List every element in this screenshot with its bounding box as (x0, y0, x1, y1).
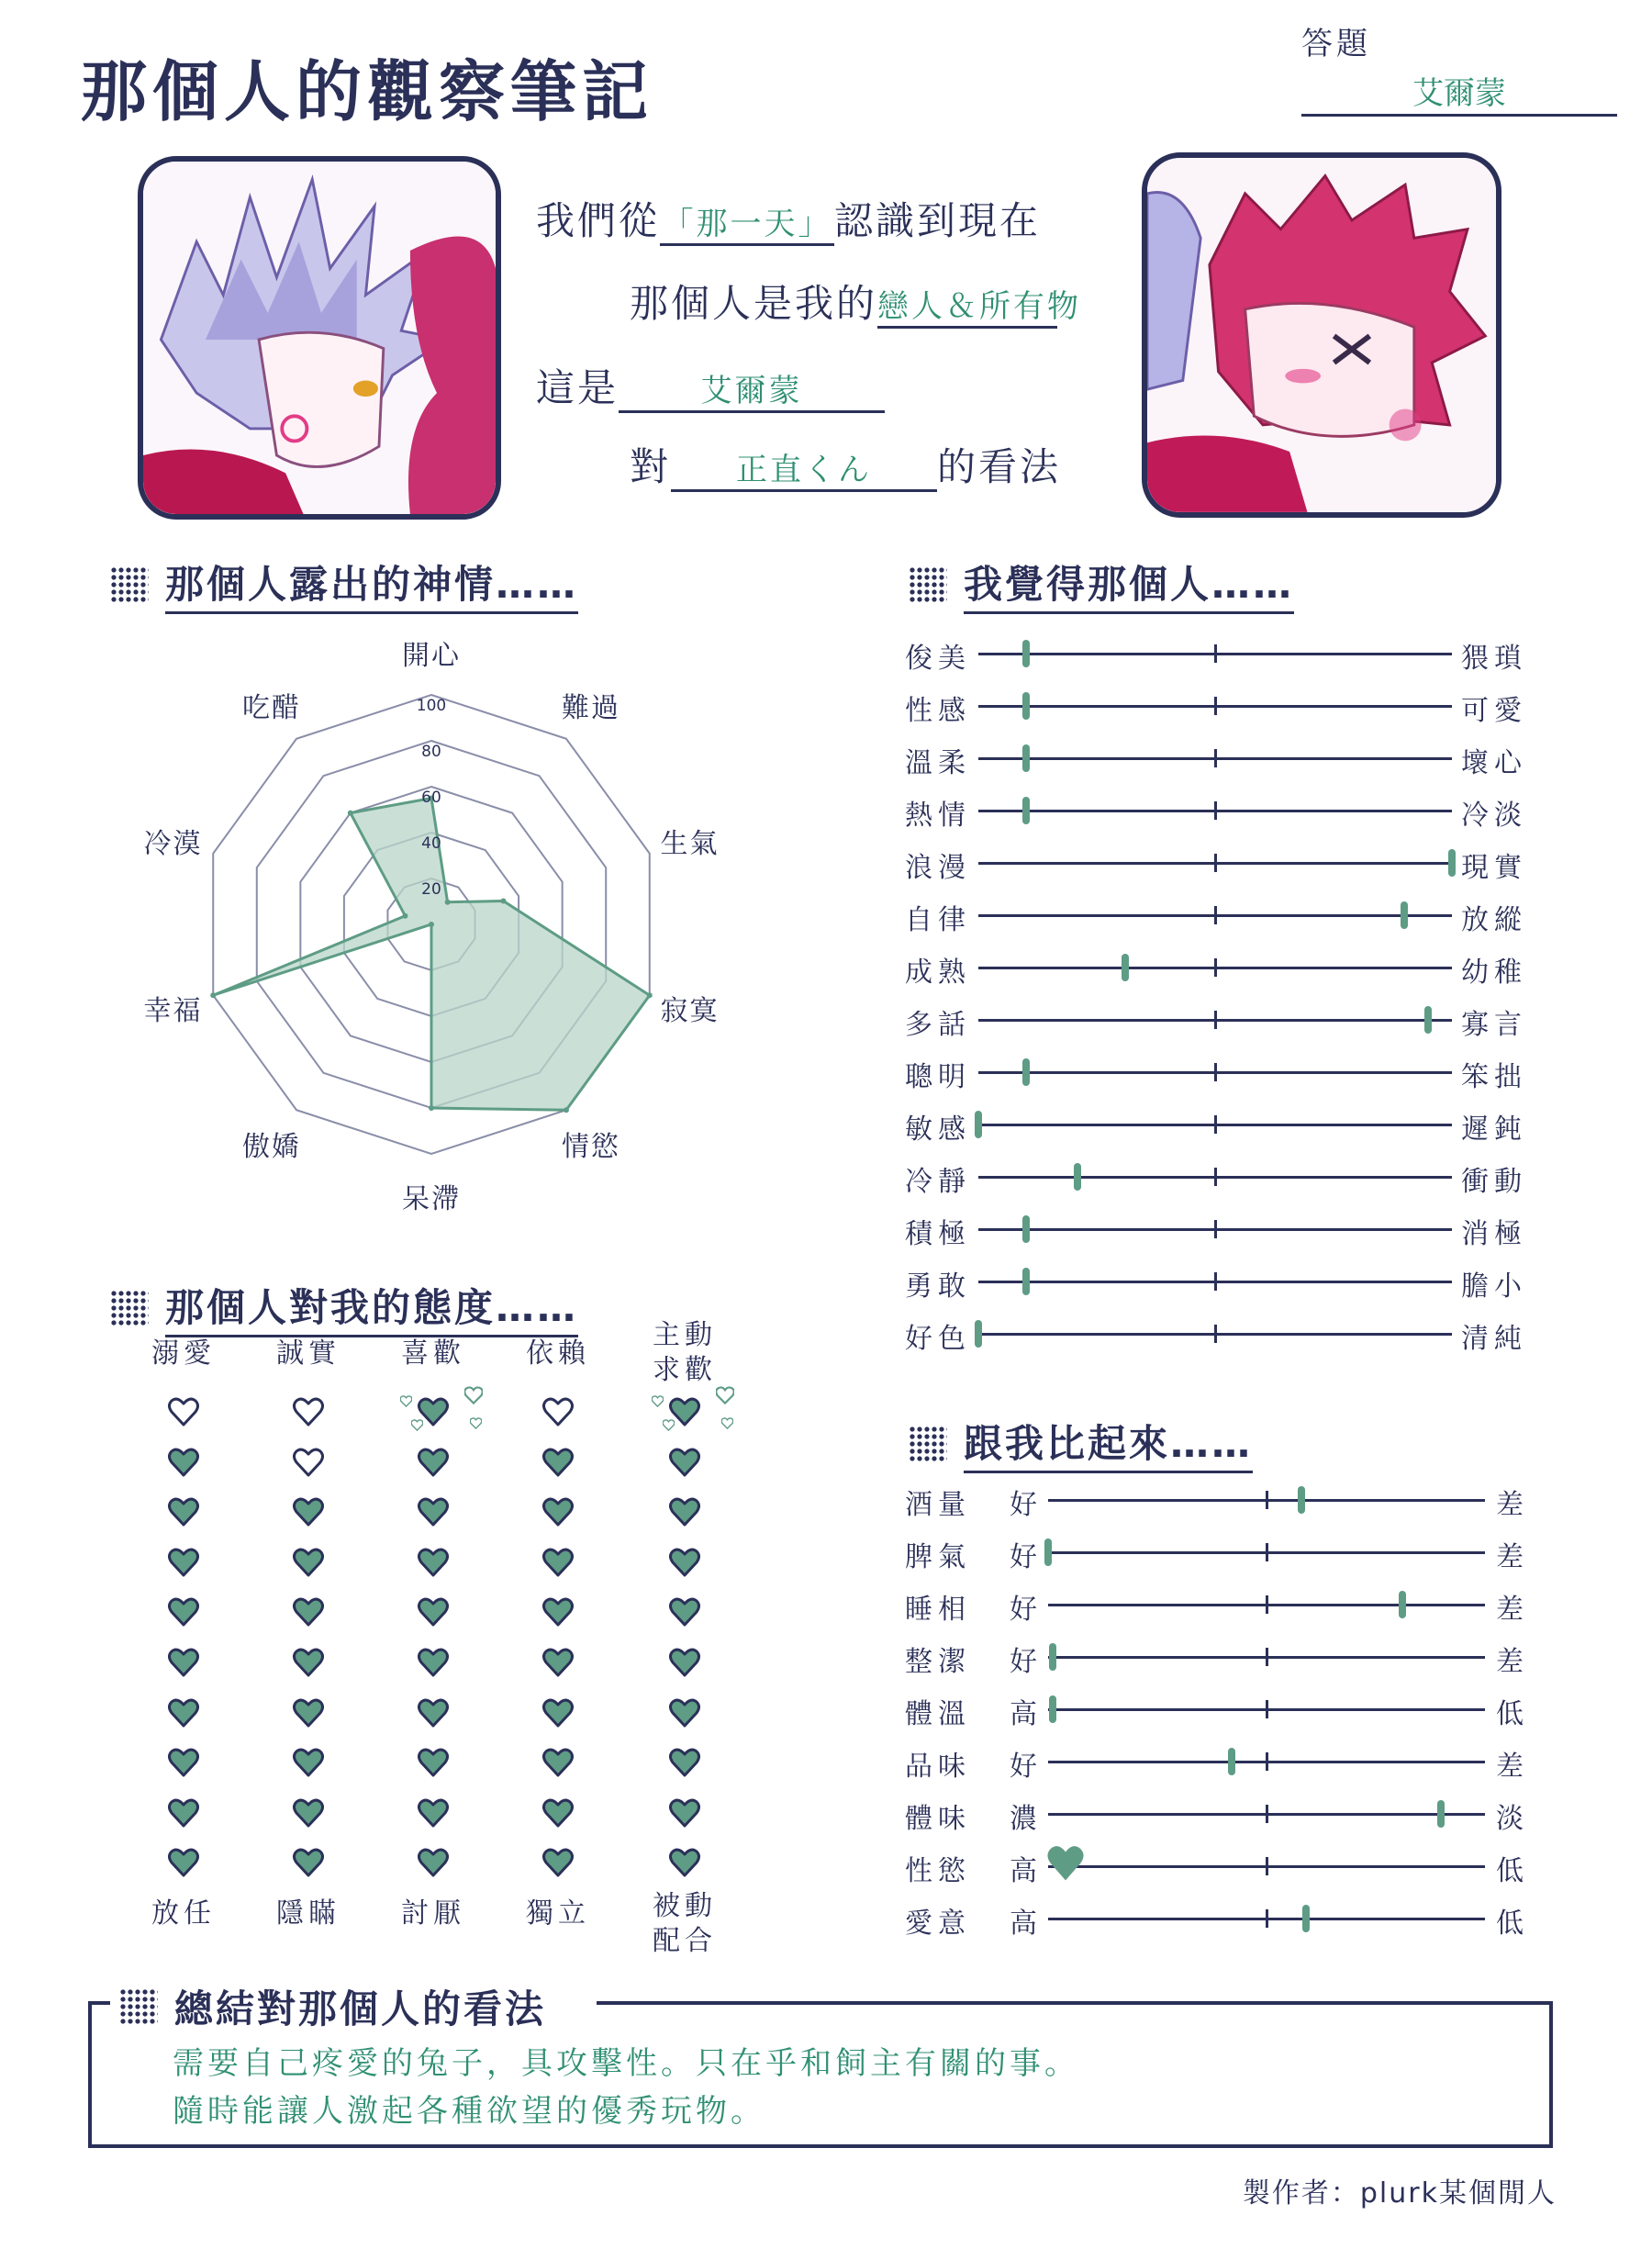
attitude-top-label: 誠實 (276, 1337, 340, 1370)
scale-left-label: 聰明 (905, 1061, 971, 1093)
sparkle-heart-icon (400, 1395, 412, 1407)
filled-heart-icon (293, 1797, 324, 1829)
filled-heart-icon (293, 1697, 324, 1729)
scale-marker (1228, 1748, 1235, 1775)
filled-heart-icon (542, 1847, 574, 1878)
scale-item-label: 品味 (905, 1751, 971, 1783)
scale-marker (1022, 744, 1030, 772)
radar-point-9 (402, 913, 407, 919)
filled-heart-icon (669, 1647, 700, 1678)
dot-grid-icon (119, 1988, 158, 2025)
radar-tick-label: 80 (421, 743, 441, 761)
scale-midpoint (1214, 644, 1217, 663)
intro-line-1-after: 認識到現在 (834, 198, 1042, 243)
scale-left-label: 熱情 (905, 800, 971, 832)
scale-right-label: 低 (1496, 1908, 1529, 1940)
radar-axis-label: 傲嬌 (242, 1131, 301, 1164)
scale-right-label: 寡言 (1461, 1009, 1527, 1041)
scale-right-label: 笨拙 (1461, 1061, 1527, 1093)
scale-left-label: 好 (1010, 1489, 1043, 1521)
scale-left-label: 浪漫 (905, 852, 971, 884)
filled-heart-icon (168, 1596, 199, 1628)
scale-marker (1424, 1006, 1432, 1034)
intro-line-2-value: 戀人＆所有物 (877, 281, 1057, 329)
scale-marker (1022, 1215, 1030, 1243)
filled-heart-icon (669, 1747, 700, 1778)
empty-heart-icon (293, 1396, 324, 1427)
radar-point-10 (348, 811, 353, 816)
filled-heart-icon (168, 1747, 199, 1778)
scale-marker (1437, 1800, 1445, 1828)
scale-right-label: 差 (1496, 1489, 1529, 1521)
radar-axis-label: 開心 (402, 640, 461, 672)
scale-right-label: 放縱 (1461, 904, 1527, 936)
scale-marker (1122, 954, 1129, 981)
scale-left-label: 高 (1010, 1855, 1043, 1887)
scale-midpoint (1214, 1063, 1217, 1081)
comparison-heading (909, 1414, 1253, 1473)
scale-right-label: 清純 (1461, 1323, 1527, 1355)
scale-midpoint (1214, 854, 1217, 872)
radar-tick-label: 20 (421, 880, 441, 899)
scale-left-label: 好色 (905, 1323, 971, 1355)
scale-midpoint (1266, 1752, 1268, 1771)
scale-right-label: 低 (1496, 1855, 1529, 1887)
filled-heart-icon (293, 1847, 324, 1878)
radar-axis-label: 難過 (561, 691, 620, 724)
scale-midpoint (1266, 1909, 1268, 1928)
scale-marker (1022, 1268, 1030, 1295)
scale-midpoint (1214, 1168, 1217, 1186)
intro-line-4-before: 對 (630, 444, 672, 489)
scale-midpoint (1266, 1648, 1268, 1666)
intro-line-1-before: 我們從 (536, 198, 661, 243)
filled-heart-icon (542, 1747, 574, 1778)
scale-left-label: 俊美 (905, 643, 971, 675)
scale-midpoint (1214, 1115, 1217, 1134)
filled-heart-icon (418, 1596, 449, 1628)
radar-point-2 (445, 900, 451, 905)
radar-point-5 (564, 1107, 569, 1113)
filled-heart-icon (418, 1647, 449, 1678)
attitude-bottom-label: 隱瞞 (276, 1897, 340, 1930)
scale-right-label: 淡 (1496, 1803, 1529, 1835)
scale-left-label: 性感 (905, 695, 971, 727)
attitude-heading-text: 那個人對我的態度…… (165, 1278, 578, 1337)
filled-heart-icon (168, 1647, 199, 1678)
sparkle-heart-icon (716, 1386, 734, 1404)
scale-item-label: 體味 (905, 1803, 971, 1835)
expressions-heading-text: 那個人露出的神情…… (165, 554, 578, 614)
scale-item-label: 酒量 (905, 1489, 971, 1521)
radar-point-8 (210, 992, 216, 998)
scale-midpoint (1266, 1805, 1268, 1823)
filled-heart-icon (293, 1596, 324, 1628)
scale-item-label: 整潔 (905, 1646, 971, 1678)
attitude-bottom-label: 被動 配合 (653, 1890, 717, 1957)
sparkle-heart-icon (663, 1419, 675, 1431)
attitude-bottom-label: 獨立 (526, 1897, 590, 1930)
sparkle-heart-icon (721, 1417, 733, 1429)
scale-left-label: 溫柔 (905, 747, 971, 779)
scale-midpoint (1266, 1595, 1268, 1614)
scale-midpoint (1214, 1272, 1217, 1291)
attitude-top-label: 主動 求歡 (653, 1319, 717, 1386)
dot-grid-icon (909, 1426, 947, 1462)
scale-marker (1049, 1643, 1056, 1671)
intro-line-3-before: 這是 (536, 365, 620, 410)
filled-heart-icon (418, 1797, 449, 1829)
scale-right-label: 衝動 (1461, 1166, 1527, 1198)
intro-line-4-after: 的看法 (937, 444, 1062, 489)
scale-right-label: 低 (1496, 1698, 1529, 1730)
filled-heart-icon (542, 1547, 574, 1578)
intro-line-1-value: 「那一天」 (660, 198, 834, 246)
filled-heart-icon (168, 1496, 199, 1527)
scale-marker (1044, 1538, 1052, 1566)
scale-left-label: 成熟 (905, 957, 971, 989)
attitude-bottom-label: 討厭 (401, 1897, 465, 1930)
empty-heart-icon (293, 1447, 324, 1478)
scale-item-label: 脾氣 (905, 1541, 971, 1573)
scale-marker (1448, 849, 1456, 877)
scale-right-label: 可愛 (1461, 695, 1527, 727)
filled-heart-icon (669, 1797, 700, 1829)
radar-tick-label: 60 (421, 789, 441, 807)
scale-marker (1401, 901, 1408, 929)
filled-heart-icon (669, 1596, 700, 1628)
filled-heart-icon (542, 1797, 574, 1829)
radar-axis-label: 生氣 (660, 827, 720, 860)
radar-tick-label: 100 (416, 697, 447, 715)
dot-grid-icon (909, 566, 947, 603)
scale-midpoint (1214, 906, 1217, 924)
filled-heart-icon (293, 1496, 324, 1527)
filled-heart-icon (669, 1447, 700, 1478)
scale-marker (975, 1320, 982, 1348)
impression-heading (909, 554, 1294, 614)
radar-point-7 (429, 922, 434, 927)
scale-midpoint (1266, 1700, 1268, 1718)
scale-midpoint (1214, 801, 1217, 820)
attitude-heading (110, 1278, 578, 1337)
scale-marker (1022, 640, 1030, 667)
scale-midpoint (1214, 749, 1217, 767)
filled-heart-icon (669, 1847, 700, 1878)
scale-right-label: 壞心 (1461, 747, 1527, 779)
empty-heart-icon (168, 1396, 199, 1427)
impression-heading-text: 我覺得那個人…… (964, 554, 1294, 614)
scale-left-label: 高 (1010, 1698, 1043, 1730)
intro-line-4-value: 正直くん (671, 444, 937, 492)
scale-midpoint (1214, 958, 1217, 977)
scale-left-label: 好 (1010, 1751, 1043, 1783)
attitude-bottom-label: 放任 (151, 1897, 216, 1930)
filled-heart-icon (168, 1847, 199, 1878)
filled-heart-icon (168, 1697, 199, 1729)
scale-marker (975, 1111, 982, 1138)
filled-heart-icon (418, 1496, 449, 1527)
summary-heading (110, 1979, 555, 2034)
summary-heading-text: 總結對那個人的看法 (174, 1986, 547, 2031)
filled-heart-icon (293, 1647, 324, 1678)
filled-heart-icon (418, 1847, 449, 1878)
filled-heart-icon (669, 1547, 700, 1578)
scale-right-label: 消極 (1461, 1218, 1527, 1250)
sparkle-heart-icon (411, 1419, 423, 1431)
radar-axis-label: 情慾 (561, 1131, 620, 1164)
summary-line-1: 需要自己疼愛的兔子，具攻擊性。只在乎和飼主有關的事。 (173, 2045, 1079, 2082)
filled-heart-icon (542, 1596, 574, 1628)
scale-midpoint (1214, 1325, 1217, 1343)
scale-midpoint (1266, 1543, 1268, 1561)
attitude-top-label: 溺愛 (151, 1337, 216, 1370)
scale-midpoint (1266, 1857, 1268, 1875)
radar-axis-label: 幸福 (143, 995, 203, 1028)
scale-left-label: 冷靜 (905, 1166, 971, 1198)
scale-marker (1022, 692, 1030, 720)
filled-heart-icon (669, 1496, 700, 1527)
summary-box-top-right (597, 2001, 1553, 2005)
answerer-label: 答題 (1301, 26, 1371, 62)
dot-grid-icon (110, 1290, 149, 1326)
answerer-name: 艾爾蒙 (1412, 75, 1506, 112)
scale-right-label: 差 (1496, 1751, 1529, 1783)
scale-right-label: 差 (1496, 1541, 1529, 1573)
radar-axis-label: 冷漠 (143, 827, 203, 860)
scale-right-label: 幼稚 (1461, 957, 1527, 989)
filled-heart-icon (542, 1447, 574, 1478)
radar-tick-label: 40 (421, 834, 441, 853)
radar-point-3 (500, 899, 506, 904)
scale-left-label: 好 (1010, 1646, 1043, 1678)
radar-axis-label: 呆滯 (402, 1183, 461, 1215)
filled-heart-icon (168, 1547, 199, 1578)
scale-midpoint (1214, 697, 1217, 715)
filled-heart-icon (418, 1747, 449, 1778)
scale-right-label: 膽小 (1461, 1270, 1527, 1303)
scale-left-label: 濃 (1010, 1803, 1043, 1835)
page-title: 那個人的觀察筆記 (81, 53, 654, 130)
radar-axis-label: 寂寞 (660, 995, 720, 1028)
sparkle-heart-icon (652, 1395, 664, 1407)
scale-item-label: 體溫 (905, 1698, 971, 1730)
scale-left-label: 好 (1010, 1594, 1043, 1626)
comparison-heading-text: 跟我比起來…… (964, 1414, 1253, 1473)
filled-heart-icon (168, 1447, 199, 1478)
radar-point-4 (647, 992, 653, 998)
filled-heart-icon (418, 1547, 449, 1578)
maker-credit: 製作者：plurk某個閒人 (1242, 2177, 1557, 2210)
scale-marker (1302, 1905, 1310, 1932)
scale-left-label: 自律 (905, 904, 971, 936)
filled-heart-icon (542, 1697, 574, 1729)
scale-right-label: 猥瑣 (1461, 643, 1527, 675)
empty-heart-icon (542, 1396, 574, 1427)
scale-right-label: 差 (1496, 1646, 1529, 1678)
scale-left-label: 敏感 (905, 1113, 971, 1146)
scale-left-label: 積極 (905, 1218, 971, 1250)
scale-midpoint (1214, 1220, 1217, 1238)
scale-heart-marker (1044, 1842, 1087, 1885)
scale-item-label: 性慾 (905, 1855, 971, 1887)
filled-heart-icon (418, 1447, 449, 1478)
scale-item-label: 愛意 (905, 1908, 971, 1940)
filled-heart-icon (293, 1547, 324, 1578)
scale-item-label: 睡相 (905, 1594, 971, 1626)
scale-marker (1049, 1695, 1056, 1723)
filled-heart-icon (669, 1697, 700, 1729)
summary-line-2: 隨時能讓人激起各種欲望的優秀玩物。 (173, 2093, 765, 2130)
scale-left-label: 高 (1010, 1908, 1043, 1940)
scale-right-label: 現實 (1461, 852, 1527, 884)
filled-heart-icon (293, 1747, 324, 1778)
scale-midpoint (1266, 1491, 1268, 1509)
scale-marker (1298, 1486, 1305, 1514)
radar-axis-label: 吃醋 (242, 691, 301, 724)
scale-right-label: 遲鈍 (1461, 1113, 1527, 1146)
attitude-top-label: 依賴 (526, 1337, 590, 1370)
filled-heart-icon (542, 1496, 574, 1527)
scale-marker (1399, 1591, 1406, 1618)
filled-heart-icon (542, 1647, 574, 1678)
filled-heart-icon (168, 1797, 199, 1829)
scale-midpoint (1214, 1011, 1217, 1029)
attitude-top-label: 喜歡 (401, 1337, 465, 1370)
radar-point-6 (429, 1105, 434, 1111)
sparkle-heart-icon (464, 1386, 483, 1404)
scale-left-label: 多話 (905, 1009, 971, 1041)
intro-line-3-value: 艾爾蒙 (619, 365, 885, 413)
filled-heart-icon (418, 1697, 449, 1729)
scale-marker (1022, 797, 1030, 824)
scale-marker (1074, 1163, 1081, 1191)
scale-right-label: 差 (1496, 1594, 1529, 1626)
scale-right-label: 冷淡 (1461, 800, 1527, 832)
scale-marker (1022, 1058, 1030, 1086)
scale-left-label: 好 (1010, 1541, 1043, 1573)
intro-line-2-before: 那個人是我的 (630, 281, 878, 326)
sparkle-heart-icon (470, 1417, 482, 1429)
scale-left-label: 勇敢 (905, 1270, 971, 1303)
